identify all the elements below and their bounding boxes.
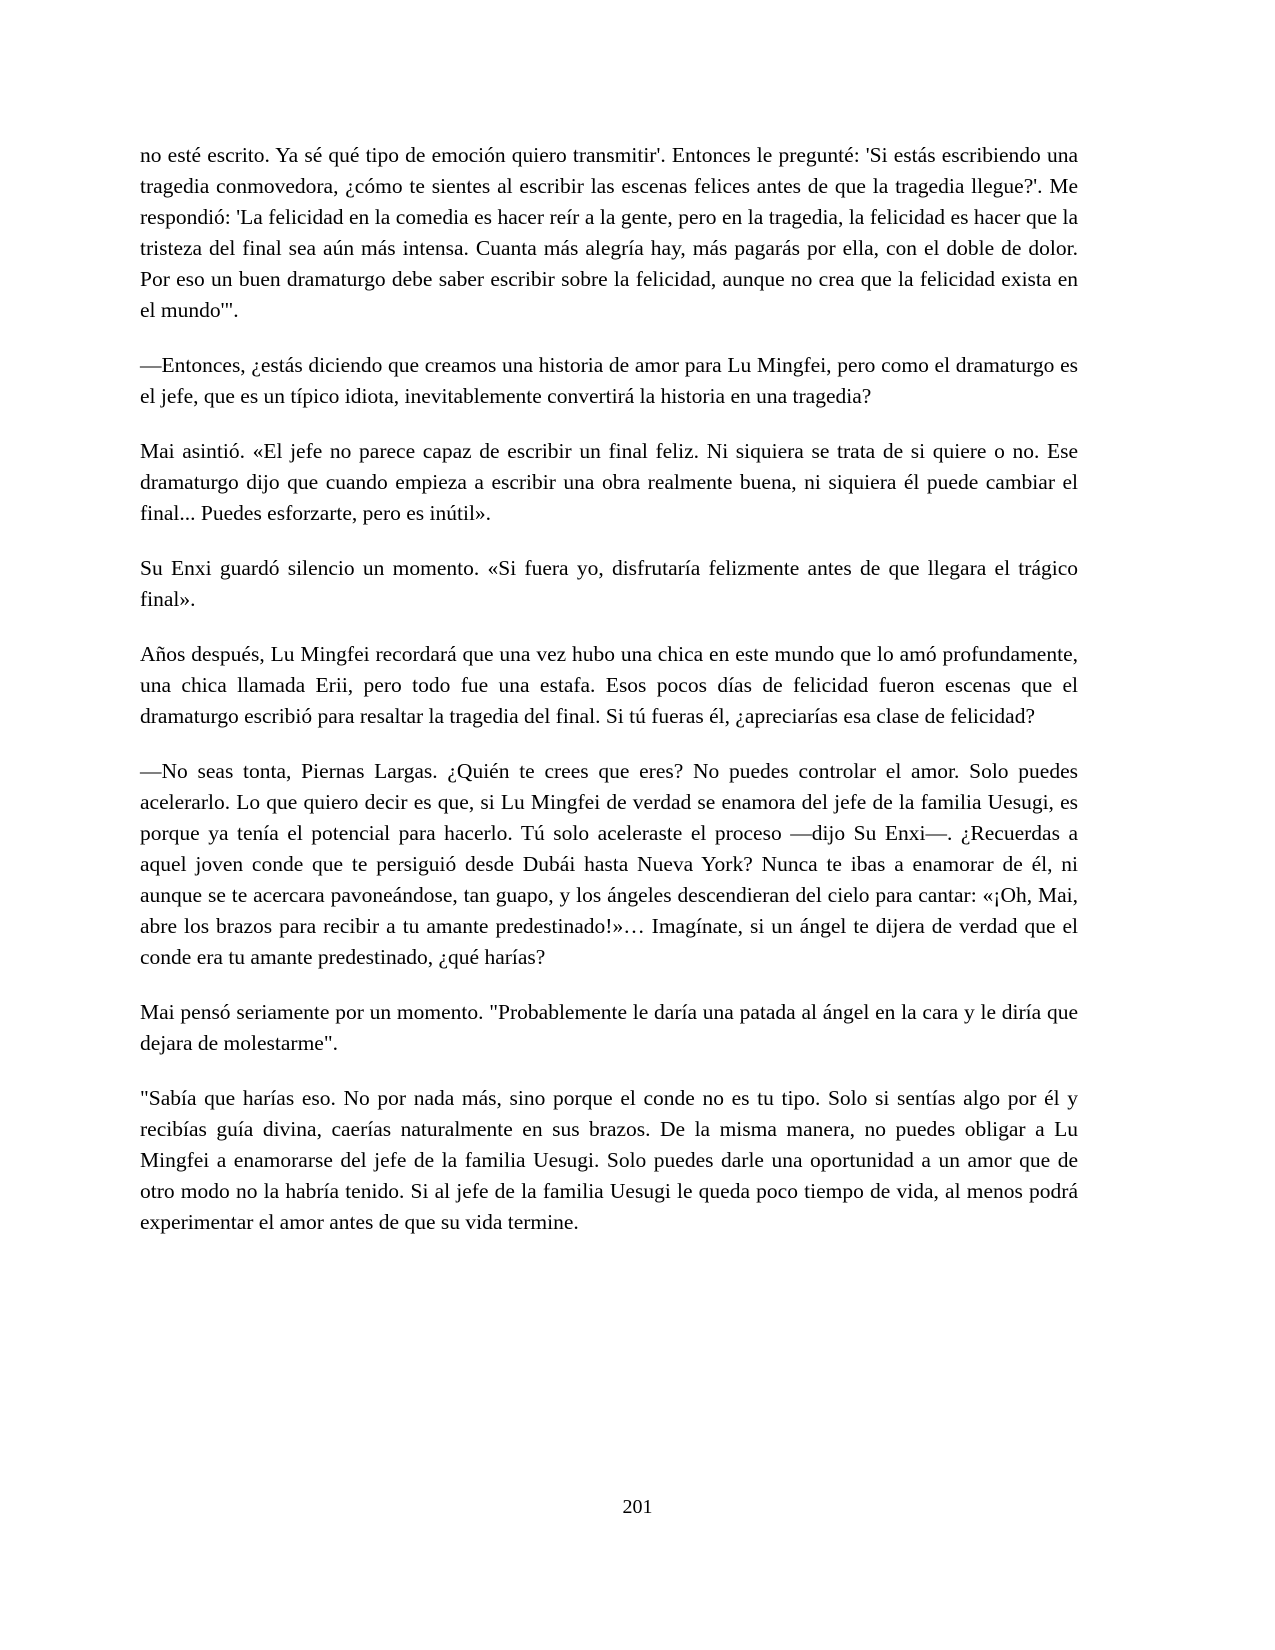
paragraph: Su Enxi guardó silencio un momento. «Si fuera yo, disfrutaría felizmente antes de que llegara el trágico final».: [140, 556, 1078, 611]
paragraph: Mai asintió. «El jefe no parece capaz de escribir un final feliz. Ni siquiera se trata de si quiere o no. Ese dramaturgo dijo que cuando empieza a escribir una obra realmente buena, ni siquiera él puede cambiar el final... Puedes esforzarte, pero es inútil».: [140, 439, 1078, 525]
paragraph: Años después, Lu Mingfei recordará que una vez hubo una chica en este mundo que lo amó profundamente, una chica llamada Erii, pero todo fue una estafa. Esos pocos días de felicidad fueron escenas que el dramaturgo escribió para resaltar la tragedia del final. Si tú fueras él, ¿apreciarías esa clase de felicidad?: [140, 642, 1078, 728]
paragraph: —No seas tonta, Piernas Largas. ¿Quién te crees que eres? No puedes controlar el amor. Solo puedes acelerarlo. Lo que quiero decir es que, si Lu Mingfei de verdad se enamora del jefe de la familia Uesugi, es porque ya tenía el potencial para hacerlo. Tú solo aceleraste el proceso —dijo Su Enxi—. ¿Recuerdas a aquel joven conde que te persiguió desde Dubái hasta Nueva York? Nunca te ibas a enamorar de él, ni aunque se te acercara pavoneándose, tan guapo, y los ángeles descendieran del cielo para cantar: «¡Oh, Mai, abre los brazos para recibir a tu amante predestinado!»… Imagínate, si un ángel te dijera de verdad que el conde era tu amante predestinado, ¿qué harías?: [140, 759, 1078, 969]
paragraph: Mai pensó seriamente por un momento. "Probablemente le daría una patada al ángel en la cara y le diría que dejara de molestarme".: [140, 1000, 1078, 1055]
page-number: 201: [622, 1496, 653, 1518]
body-text: [140, 140, 1078, 1262]
paragraph: —Entonces, ¿estás diciendo que creamos una historia de amor para Lu Mingfei, pero como el dramaturgo es el jefe, que es un típico idiota, inevitablemente convertirá la historia en una tragedia?: [140, 353, 1078, 408]
paragraph: no esté escrito. Ya sé qué tipo de emoción quiero transmitir'. Entonces le pregunté: 'Si estás escribiendo una tragedia conmovedora, ¿cómo te sientes al escribir las escenas felices antes de que la tragedia llegue?'. Me respondió: 'La felicidad en la comedia es hacer reír a la gente, pero en la tragedia, la felicidad es hacer que la tristeza del final sea aún más intensa. Cuanta más alegría hay, más pagarás por ella, con el doble de dolor. Por eso un buen dramaturgo debe saber escribir sobre la felicidad, aunque no crea que la felicidad exista en el mundo'".: [140, 143, 1078, 322]
paragraph: "Sabía que harías eso. No por nada más, sino porque el conde no es tu tipo. Solo si sentías algo por él y recibías guía divina, caerías naturalmente en sus brazos. De la misma manera, no puedes obligar a Lu Mingfei a enamorarse del jefe de la familia Uesugi. Solo puedes darle una oportunidad a un amor que de otro modo no la habría tenido. Si al jefe de la familia Uesugi le queda poco tiempo de vida, al menos podrá experimentar el amor antes de que su vida termine.: [140, 1086, 1078, 1234]
